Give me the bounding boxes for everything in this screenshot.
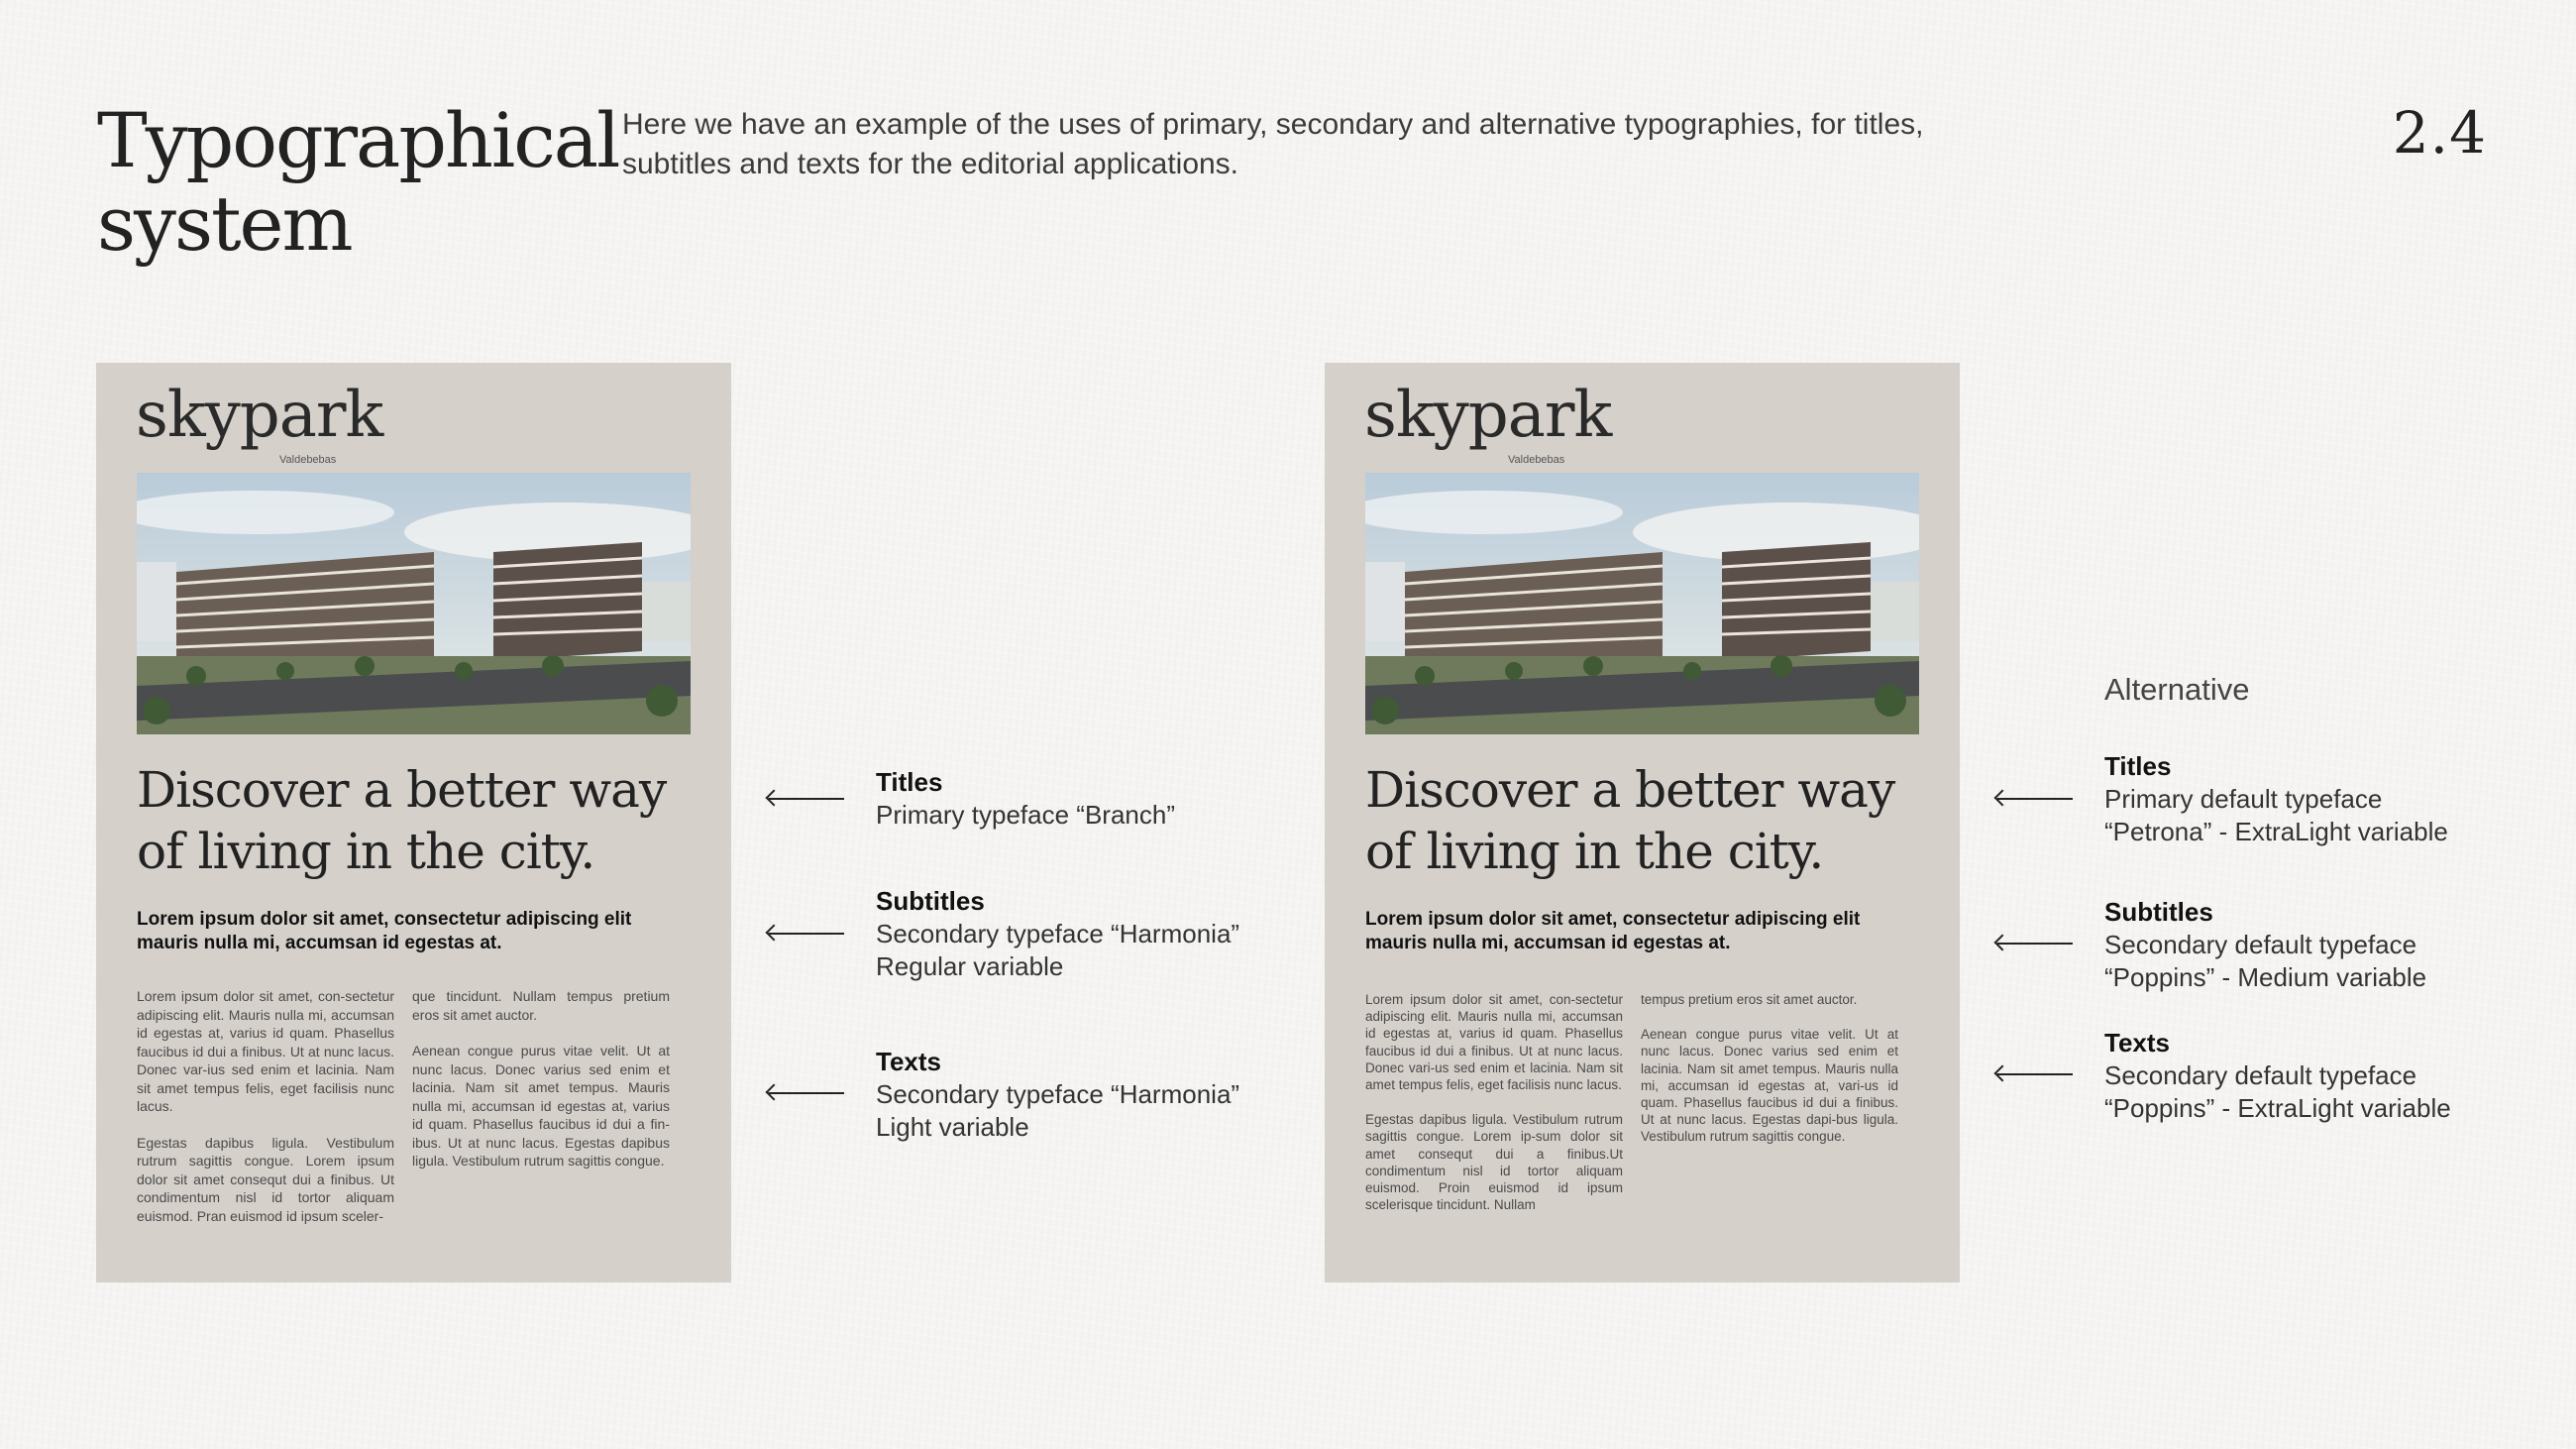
- intro-line-1: Here we have an example of the uses of primary, secondary and alternative typographies, for titles,: [622, 108, 1924, 141]
- brand-name: skypark: [136, 379, 383, 452]
- body-paragraph: Egestas dapibus ligula. Vestibulum rutrum sagittis congue. Lorem ip-sum dolor sit amet consequt dui a finibus.Ut condimentum nisl id tortor aliquam euismod. Proin euismod id ipsum scelerisque tincidunt. Nullam: [1365, 1112, 1623, 1213]
- alternative-heading: Alternative: [2104, 672, 2250, 707]
- body-paragraph: Egestas dapibus ligula. Vestibulum rutrum sagittis congue. Lorem ipsum dolor sit amet consequt dui a finibus. Ut condimentum nisl id tortor aliquam euismod. Pran euismod id ipsum sceler-: [137, 1134, 394, 1224]
- annotation-alt-titles-desc-2: “Petrona” - ExtraLight variable: [2104, 817, 2448, 846]
- mockup-subtitle: Lorem ipsum dolor sit amet, consectetur adipiscing elit mauris nulla mi, accumsan id egestas at.: [137, 909, 632, 953]
- building-illustration: [1365, 473, 1919, 734]
- brand-subtitle: Valdebebas: [279, 454, 337, 466]
- building-illustration: [137, 473, 691, 734]
- body-column-right: [412, 987, 670, 1188]
- annotation-subtitles-label: Subtitles: [876, 886, 985, 916]
- body-paragraph: que tincidunt. Nullam tempus pretium eros sit amet auctor.: [412, 988, 670, 1023]
- annotation-titles-label: Titles: [876, 767, 943, 797]
- editorial-mockup-alternative: [1325, 363, 1960, 1282]
- building-photo: [137, 473, 691, 734]
- annotation-alt-titles-desc-1: Primary default typeface: [2104, 784, 2383, 814]
- intro-text: [622, 105, 2029, 184]
- intro-line-2: subtitles and texts for the editorial applications.: [622, 148, 1239, 180]
- annotation-alt-texts-desc-1: Secondary default typeface: [2104, 1060, 2417, 1090]
- mockup-title: [137, 759, 692, 882]
- page-number: 2.4: [2392, 99, 2487, 167]
- annotation-texts-desc-1: Secondary typeface “Harmonia”: [876, 1079, 1240, 1109]
- annotation-alt-subtitles-label: Subtitles: [2104, 897, 2213, 927]
- body-paragraph: Aenean congue purus vitae velit. Ut at nunc lacus. Donec varius sed enim et lacinia. Nam sit amet tempus. Mauris nulla mi, accumsan id egestas at, varius id quam. Phasellus faucibus id dui a fin-ibus. Ut at nunc lacus. Egestas dapibus ligula. Vestibulum rutrum sagittis congue.: [412, 1043, 670, 1169]
- arrow-left-icon: [1997, 798, 2073, 800]
- brand-logo: [136, 379, 383, 466]
- page-title-line-2: system: [97, 179, 352, 268]
- building-photo: [1365, 473, 1919, 734]
- annotation-alt-texts-desc-2: “Poppins” - ExtraLight variable: [2104, 1093, 2451, 1123]
- brand-logo: [1364, 379, 1612, 466]
- annotation-alt-subtitles-desc-1: Secondary default typeface: [2104, 930, 2417, 959]
- annotation-alt-titles-label: Titles: [2104, 751, 2172, 781]
- page-title-line-1: Typographical: [97, 96, 619, 184]
- arrow-left-icon: [769, 798, 844, 800]
- annotation-titles-desc: Primary typeface “Branch”: [876, 800, 1175, 830]
- mockup-title: [1365, 759, 1920, 882]
- arrow-left-icon: [769, 1092, 844, 1094]
- arrow-left-icon: [769, 933, 844, 935]
- page-title: [97, 96, 619, 268]
- editorial-mockup-primary: [96, 363, 731, 1282]
- body-paragraph: tempus pretium eros sit amet auctor.: [1641, 992, 1858, 1007]
- annotation-texts-desc-2: Light variable: [876, 1112, 1029, 1142]
- body-column-right: [1641, 991, 1898, 1164]
- body-paragraph: Lorem ipsum dolor sit amet, con-sectetur adipiscing elit. Mauris nulla mi, accumsan id egestas at, varius id quam. Phasellus faucibus id dui a finibus. Ut at nunc lacus. Donec vari-us sed enim et lacinia. Nam sit amet tempus felis, eget facilisis nunc lacus.: [1365, 992, 1623, 1093]
- mockup-title-line-1: Discover a better way: [1365, 761, 1895, 819]
- body-paragraph: Lorem ipsum dolor sit amet, con-sectetur adipiscing elit. Mauris nulla mi, accumsan id egestas at, varius id quam. Phasellus faucibus id dui a finibus. Ut at nunc lacus. Donec var-ius sed enim et lacinia. Nam sit amet tempus felis, eget facilisis nunc lacus.: [137, 988, 394, 1114]
- annotation-subtitles-desc-2: Regular variable: [876, 951, 1064, 981]
- annotation-alt-texts-label: Texts: [2104, 1028, 2170, 1058]
- mockup-title-line-2: of living in the city.: [137, 823, 595, 880]
- body-column-left: [137, 987, 394, 1243]
- annotation-alt-subtitles-desc-2: “Poppins” - Medium variable: [2104, 962, 2427, 992]
- body-column-left: [1365, 991, 1623, 1231]
- arrow-left-icon: [1997, 1073, 2073, 1075]
- arrow-left-icon: [1997, 943, 2073, 945]
- body-paragraph: Aenean congue purus vitae velit. Ut at nunc lacus. Donec varius sed enim et lacinia. Nam sit amet tempus. Mauris nulla mi, accumsan id egestas at, vari-us id quam. Phasellus faucibus id dui a finibus. Ut at nunc lacus. Egestas dapi-bus ligula. Vestibulum rutrum sagittis congue.: [1641, 1027, 1898, 1145]
- annotation-subtitles-desc-1: Secondary typeface “Harmonia”: [876, 919, 1240, 948]
- brand-name: skypark: [1364, 379, 1612, 452]
- mockup-title-line-2: of living in the city.: [1365, 823, 1824, 880]
- brand-subtitle: Valdebebas: [1508, 454, 1565, 466]
- annotation-texts-label: Texts: [876, 1047, 941, 1076]
- mockup-subtitle: Lorem ipsum dolor sit amet, consectetur adipiscing elit mauris nulla mi, accumsan id egestas at.: [1365, 909, 1861, 953]
- mockup-title-line-1: Discover a better way: [137, 761, 667, 819]
